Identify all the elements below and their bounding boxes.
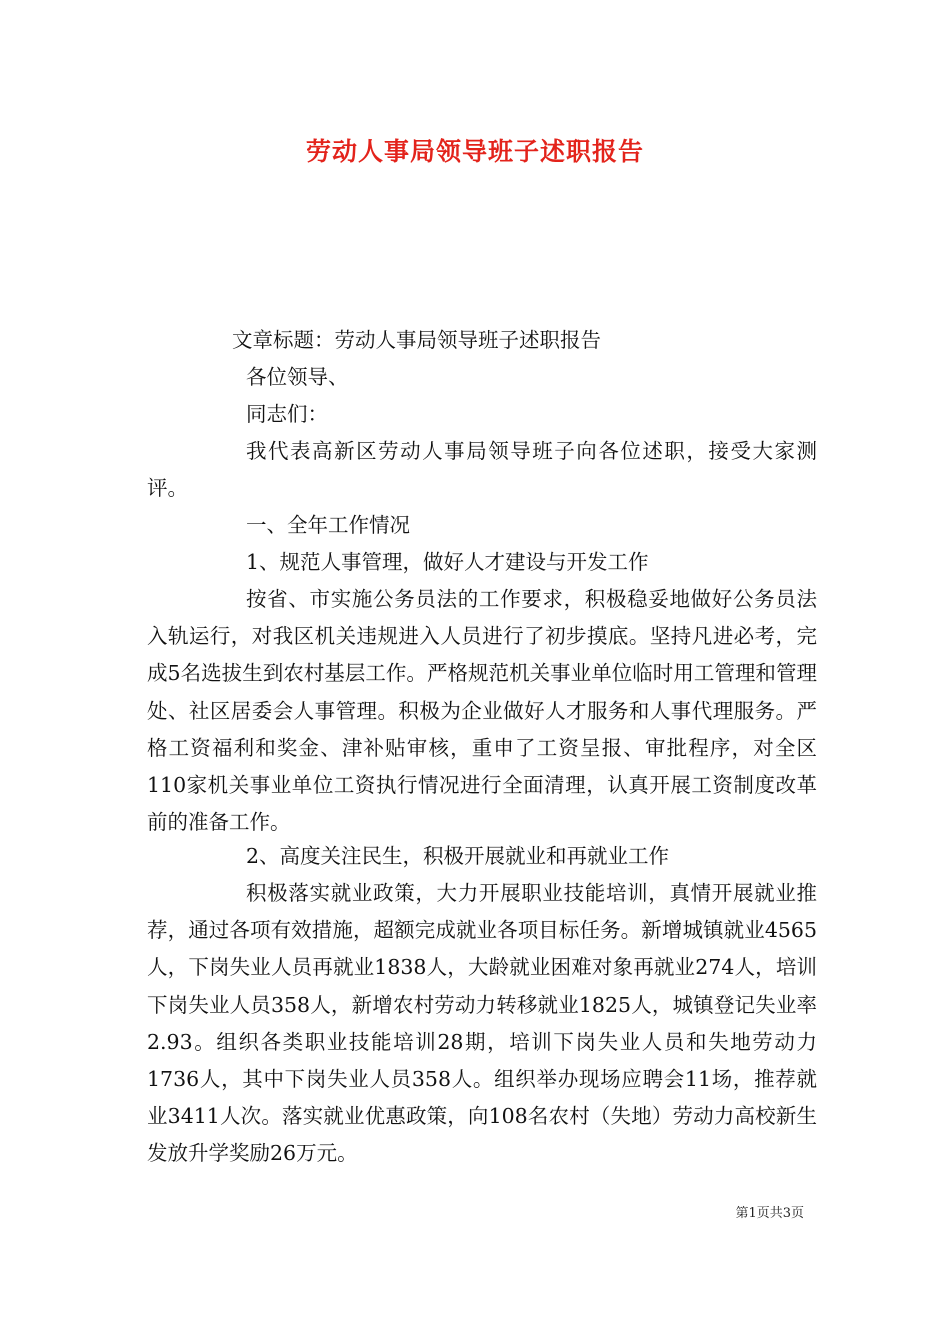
intro-paragraph: 我代表高新区劳动人事局领导班子向各位述职，接受大家测评。 (147, 439, 817, 501)
article-title-line: 文章标题：劳动人事局领导班子述职报告 (232, 328, 601, 352)
subsection-heading-1: 1、规范人事管理，做好人才建设与开发工作 (246, 550, 649, 574)
page-number-footer: 第1页共3页 (735, 1206, 804, 1221)
salutation-leaders: 各位领导、 (246, 365, 349, 389)
page-title: 劳动人事局领导班子述职报告 (305, 137, 644, 166)
paragraph-personnel-management: 按省、市实施公务员法的工作要求，积极稳妥地做好公务员法入轨运行，对我区机关违规进入人员进行了初步摸底。坚持凡进必考，完成5名选拔生到农村基层工作。严格规范机关事业单位临时用工管理和管理处、社区居委会人事管理。积极为企业做好人才服务和人事代理服务。严格工资福利和奖金、津补贴审核，重申了工资呈报、审批程序，对全区110家机关事业单位工资执行情况进行全面清理，认真开展工资制度改革前的准备工作。 (147, 587, 817, 835)
salutation-comrades: 同志们： (246, 402, 328, 426)
section-heading-1: 一、全年工作情况 (246, 513, 410, 537)
paragraph-employment: 积极落实就业政策，大力开展职业技能培训，真情开展就业推荐，通过各项有效措施，超额完成就业各项目标任务。新增城镇就业4565人，下岗失业人员再就业1838人，大龄就业困难对象再就业274人，培训下岗失业人员358人，新增农村劳动力转移就业1825人，城镇登记失业率2.93。组织各类职业技能培训28期，培训下岗失业人员和失地劳动力1736人，其中下岗失业人员358人。组织举办现场应聘会11场，推荐就业3411人次。落实就业优惠政策，向108名农村（失地）劳动力高校新生发放升学奖励26万元。 (147, 881, 817, 1166)
subsection-heading-2: 2、高度关注民生，积极开展就业和再就业工作 (246, 844, 670, 868)
